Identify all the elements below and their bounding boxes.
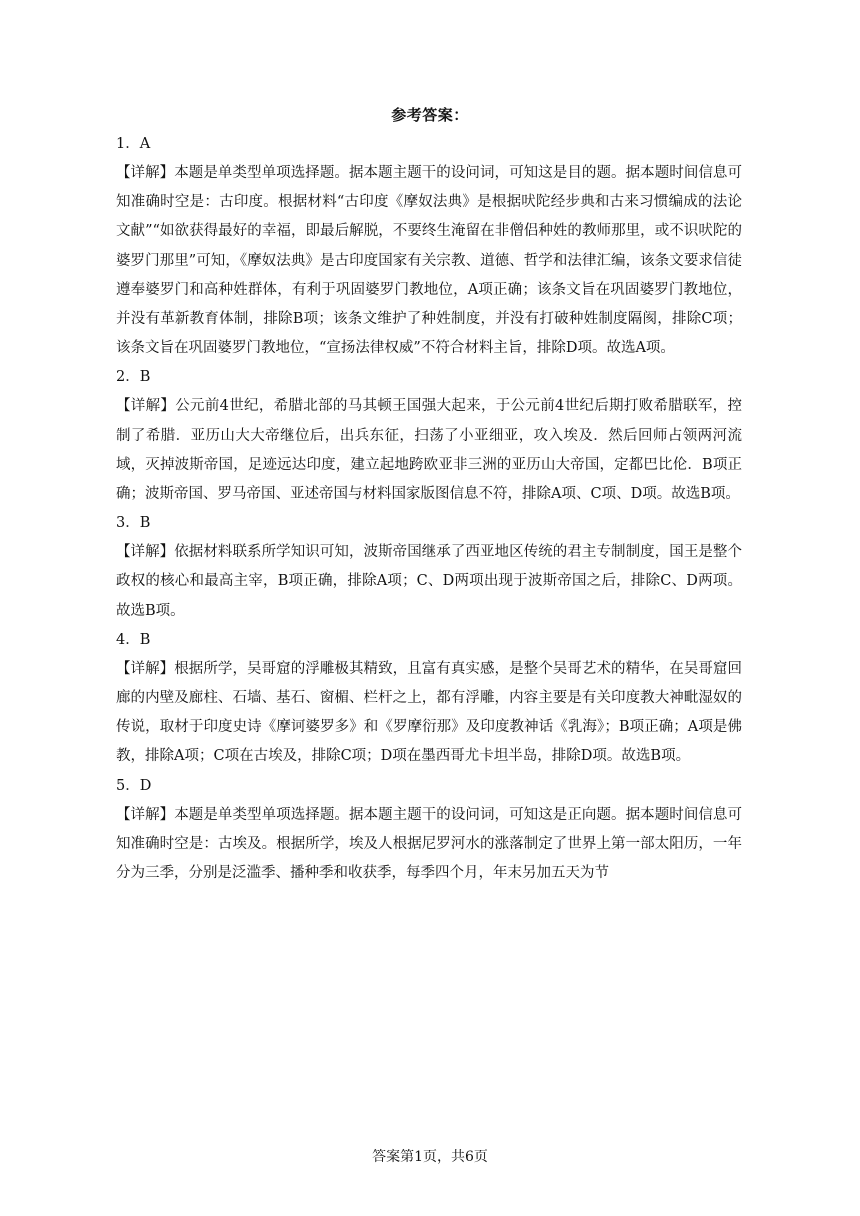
answer-number: 4．B (116, 631, 151, 648)
answer-number: 5．D (116, 777, 152, 794)
answer-item-2 (116, 363, 742, 509)
answer-number: 3．B (116, 515, 151, 532)
answer-item-3 (116, 509, 742, 626)
answer-detail: 【详解】公元前4世纪，希腊北部的马其顿王国强大起来，于公元前4世纪后期打败希腊联军，控制了希腊．亚历山大大帝继位后，出兵东征，扫荡了小亚细亚，攻入埃及．然后回师占领两河流域，灭掉波斯帝国，足迹远达印度，建立起地跨欧亚非三洲的亚历山大帝国，定都巴比伦．B项正确；波斯帝国、罗马帝国、亚述帝国与材料国家版图信息不符，排除A项、C项、D项。故选B项。 (116, 398, 742, 503)
answer-item-4 (116, 626, 742, 772)
answer-item-1 (116, 130, 742, 363)
page-footer: 答案第1页，共6页 (372, 1149, 488, 1165)
answer-number: 2．B (116, 369, 151, 386)
answer-detail: 【详解】本题是单类型单项选择题。据本题主题干的设问词，可知这是正向题。据本题时间信息可知准确时空是：古埃及。根据所学，埃及人根据尼罗河水的涨落制定了世界上第一部太阳历，一年分为三季，分别是泛滥季、播种季和收获季，每季四个月，年末另加五天为节 (116, 806, 742, 882)
answer-number: 1．A (116, 136, 151, 152)
answer-detail: 【详解】依据材料联系所学知识可知，波斯帝国继承了西亚地区传统的君主专制制度，国王是整个政权的核心和最高主宰，B项正确，排除A项；C、D两项出现于波斯帝国之后，排除C、D两项。故选B项。 (116, 544, 742, 619)
answer-item-5 (116, 772, 742, 889)
answer-detail: 【详解】本题是单类型单项选择题。据本题主题干的设问词，可知这是目的题。据本题时间信息可知准确时空是：古印度。根据材料“古印度《摩奴法典》是根据吠陀经步典和古来习惯编成的法论文献”“如欲获得最好的幸福，即最后解脱，不要终生淹留在非僧侣种姓的教师那里，或不识吠陀的婆罗门那里”可知，《摩奴法典》是古印度国家有关宗教、道德、哲学和法律汇编，该条文要求信徒遵奉婆罗门和高种姓群体，有利于巩固婆罗门教地位，A项正确；该条文旨在巩固婆罗门教地位，并没有革新教育体制，排除B项；该条文维护了种姓制度，并没有打破种姓制度隔阂，排除C项；该条文旨在巩固婆罗门教地位，“宣扬法律权威”不符合材料主旨，排除D项。故选A项。 (116, 165, 742, 357)
page-title: 参考答案： (391, 106, 469, 124)
answer-detail: 【详解】根据所学，吴哥窟的浮雕极其精致，且富有真实感，是整个吴哥艺术的精华，在吴哥窟回廊的内壁及廊柱、石墙、基石、窗楣、栏杆之上，都有浮雕，内容主要是有关印度教大神毗湿奴的传说，取材于印度史诗《摩诃婆罗多》和《罗摩衍那》及印度教神话《乳海》；B项正确；A项是佛教，排除A项；C项在古埃及，排除C项；D项在墨西哥尤卡坦半岛，排除D项。故选B项。 (116, 660, 742, 765)
answer-list (116, 130, 742, 888)
